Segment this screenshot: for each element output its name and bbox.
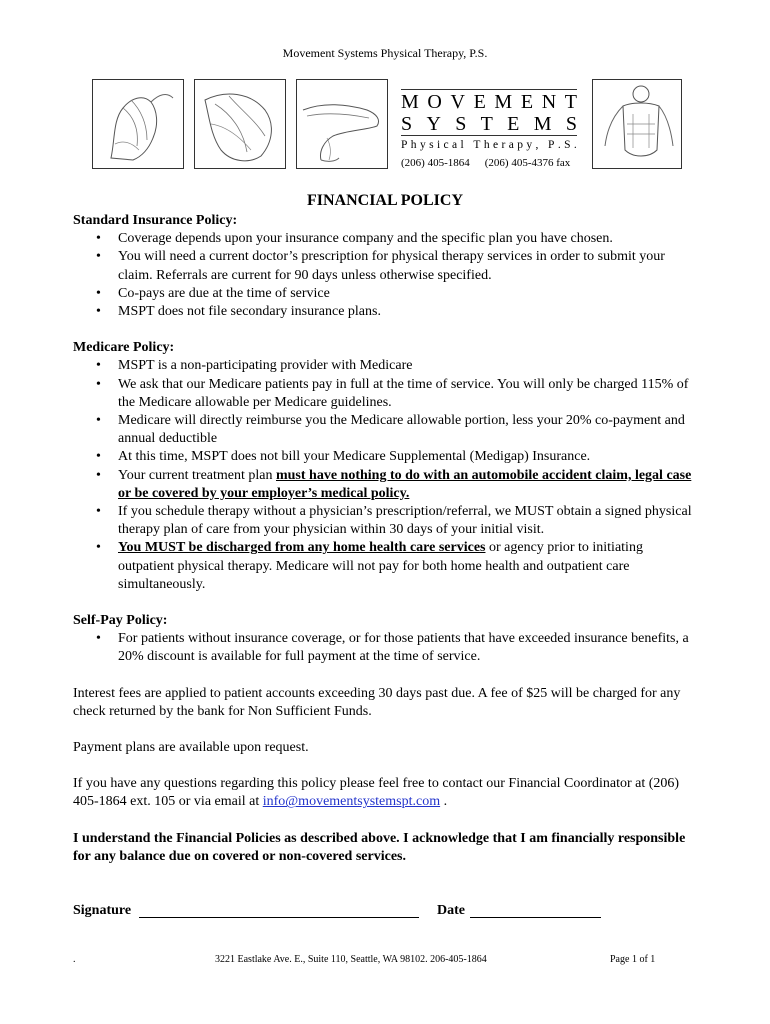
list-item: • Medicare will directly reimburse you the Medicare allowable portion, less your 20% co-payment and annual deductible: [96, 413, 685, 447]
standard-policy-list: [73, 230, 695, 321]
selfpay-policy-list: [73, 630, 695, 666]
list-item: • If you schedule therapy without a physician’s prescription/referral, we MUST obtain a signed physical therapy plan of care from your physician within 30 days of your initial visit.: [96, 504, 692, 538]
footer-address: 3221 Eastlake Ave. E., Suite 110, Seattle, WA 98102. 206-405-1864: [215, 954, 487, 965]
anatomy-illustration-shoulder: [194, 79, 286, 169]
brand-word-systems: S Y S T E M S: [401, 113, 577, 135]
footer-dot: .: [73, 954, 76, 965]
brand-fax: (206) 405-4376 fax: [484, 157, 571, 169]
signature-label: Signature: [73, 903, 132, 918]
signature-field[interactable]: [139, 917, 419, 918]
brand-contact-numbers: [401, 157, 577, 169]
emphasis-text: You MUST be discharged from any home health care services: [118, 540, 486, 556]
interest-paragraph: Interest fees are applied to patient accounts exceeding 30 days past due. A fee of $25 will be charged for any check returned by the bank for Non Sufficient Funds.: [73, 685, 681, 719]
list-item: • MSPT does not file secondary insurance plans.: [96, 304, 381, 320]
brand-top-rule: [401, 89, 577, 90]
list-item: • MSPT is a non-participating provider with Medicare: [96, 358, 413, 374]
medicare-policy-heading: Medicare Policy:: [73, 340, 175, 356]
list-item: • Co-pays are due at the time of service: [96, 285, 330, 301]
payment-plans-paragraph: Payment plans are available upon request.: [73, 740, 309, 756]
anatomy-illustration-leg: [296, 79, 388, 169]
list-item: • You MUST be discharged from any home health care services or agency prior to initiating outpatient physical therapy. Medicare will not pay for both home health and outpatient care simultaneously.: [96, 540, 643, 592]
selfpay-policy-heading: Self-Pay Policy:: [73, 613, 168, 629]
brand-phone: (206) 405-1864: [401, 157, 470, 169]
acknowledgement-paragraph: I understand the Financial Policies as described above. I acknowledge that I am financially responsible for any balance due on covered or non-covered services.: [73, 830, 686, 864]
page-number: Page 1 of 1: [610, 954, 656, 965]
practice-name-header: Movement Systems Physical Therapy, P.S.: [282, 46, 488, 60]
emphasis-text: must have nothing to do with an automobile accident claim, legal case or be covered by your employer’s medical policy.: [118, 467, 692, 501]
anatomy-illustration-torso: [592, 79, 682, 169]
medicare-policy-list: [73, 357, 695, 594]
brand-mid-rule: [401, 135, 577, 136]
date-field[interactable]: [470, 917, 601, 918]
date-label: Date: [437, 903, 465, 918]
list-item: • For patients without insurance coverage, or for those patients that have exceeded insurance benefits, a 20% discount is available for full payment at the time of service.: [96, 631, 689, 665]
anatomy-illustration-arm: [92, 79, 184, 169]
standard-policy-heading: Standard Insurance Policy:: [73, 213, 238, 228]
brand-tagline: P h y s i c a l T h e r a p y , P . S .: [401, 139, 577, 151]
list-item: • We ask that our Medicare patients pay in full at the time of service. You will only be charged 115% of the Medicare allowable per Medicare guidelines.: [96, 376, 689, 410]
document-title: FINANCIAL POLICY: [306, 192, 463, 209]
list-item: • Coverage depends upon your insurance company and the specific plan you have chosen.: [96, 231, 613, 247]
brand-logo: [401, 89, 577, 169]
email-link[interactable]: info@movementsystemspt.com: [262, 794, 441, 810]
brand-word-movement: M O V E M E N T: [401, 91, 577, 113]
questions-paragraph: If you have any questions regarding this policy please feel free to contact our Financial Coordinator at (206) 405-1864 ext. 105 or via email at info@movementsystemspt.com .: [73, 776, 680, 810]
list-item: • At this time, MSPT does not bill your Medicare Supplemental (Medigap) Insurance.: [96, 449, 591, 465]
list-item: • Your current treatment plan must have nothing to do with an automobile accident claim, legal case or be covered by your employer’s medical policy.: [96, 467, 692, 501]
list-item: • You will need a current doctor’s prescription for physical therapy services in order to submit your claim. Referrals are current for 90 days unless otherwise specified.: [96, 249, 665, 283]
policy-body: [73, 212, 695, 866]
